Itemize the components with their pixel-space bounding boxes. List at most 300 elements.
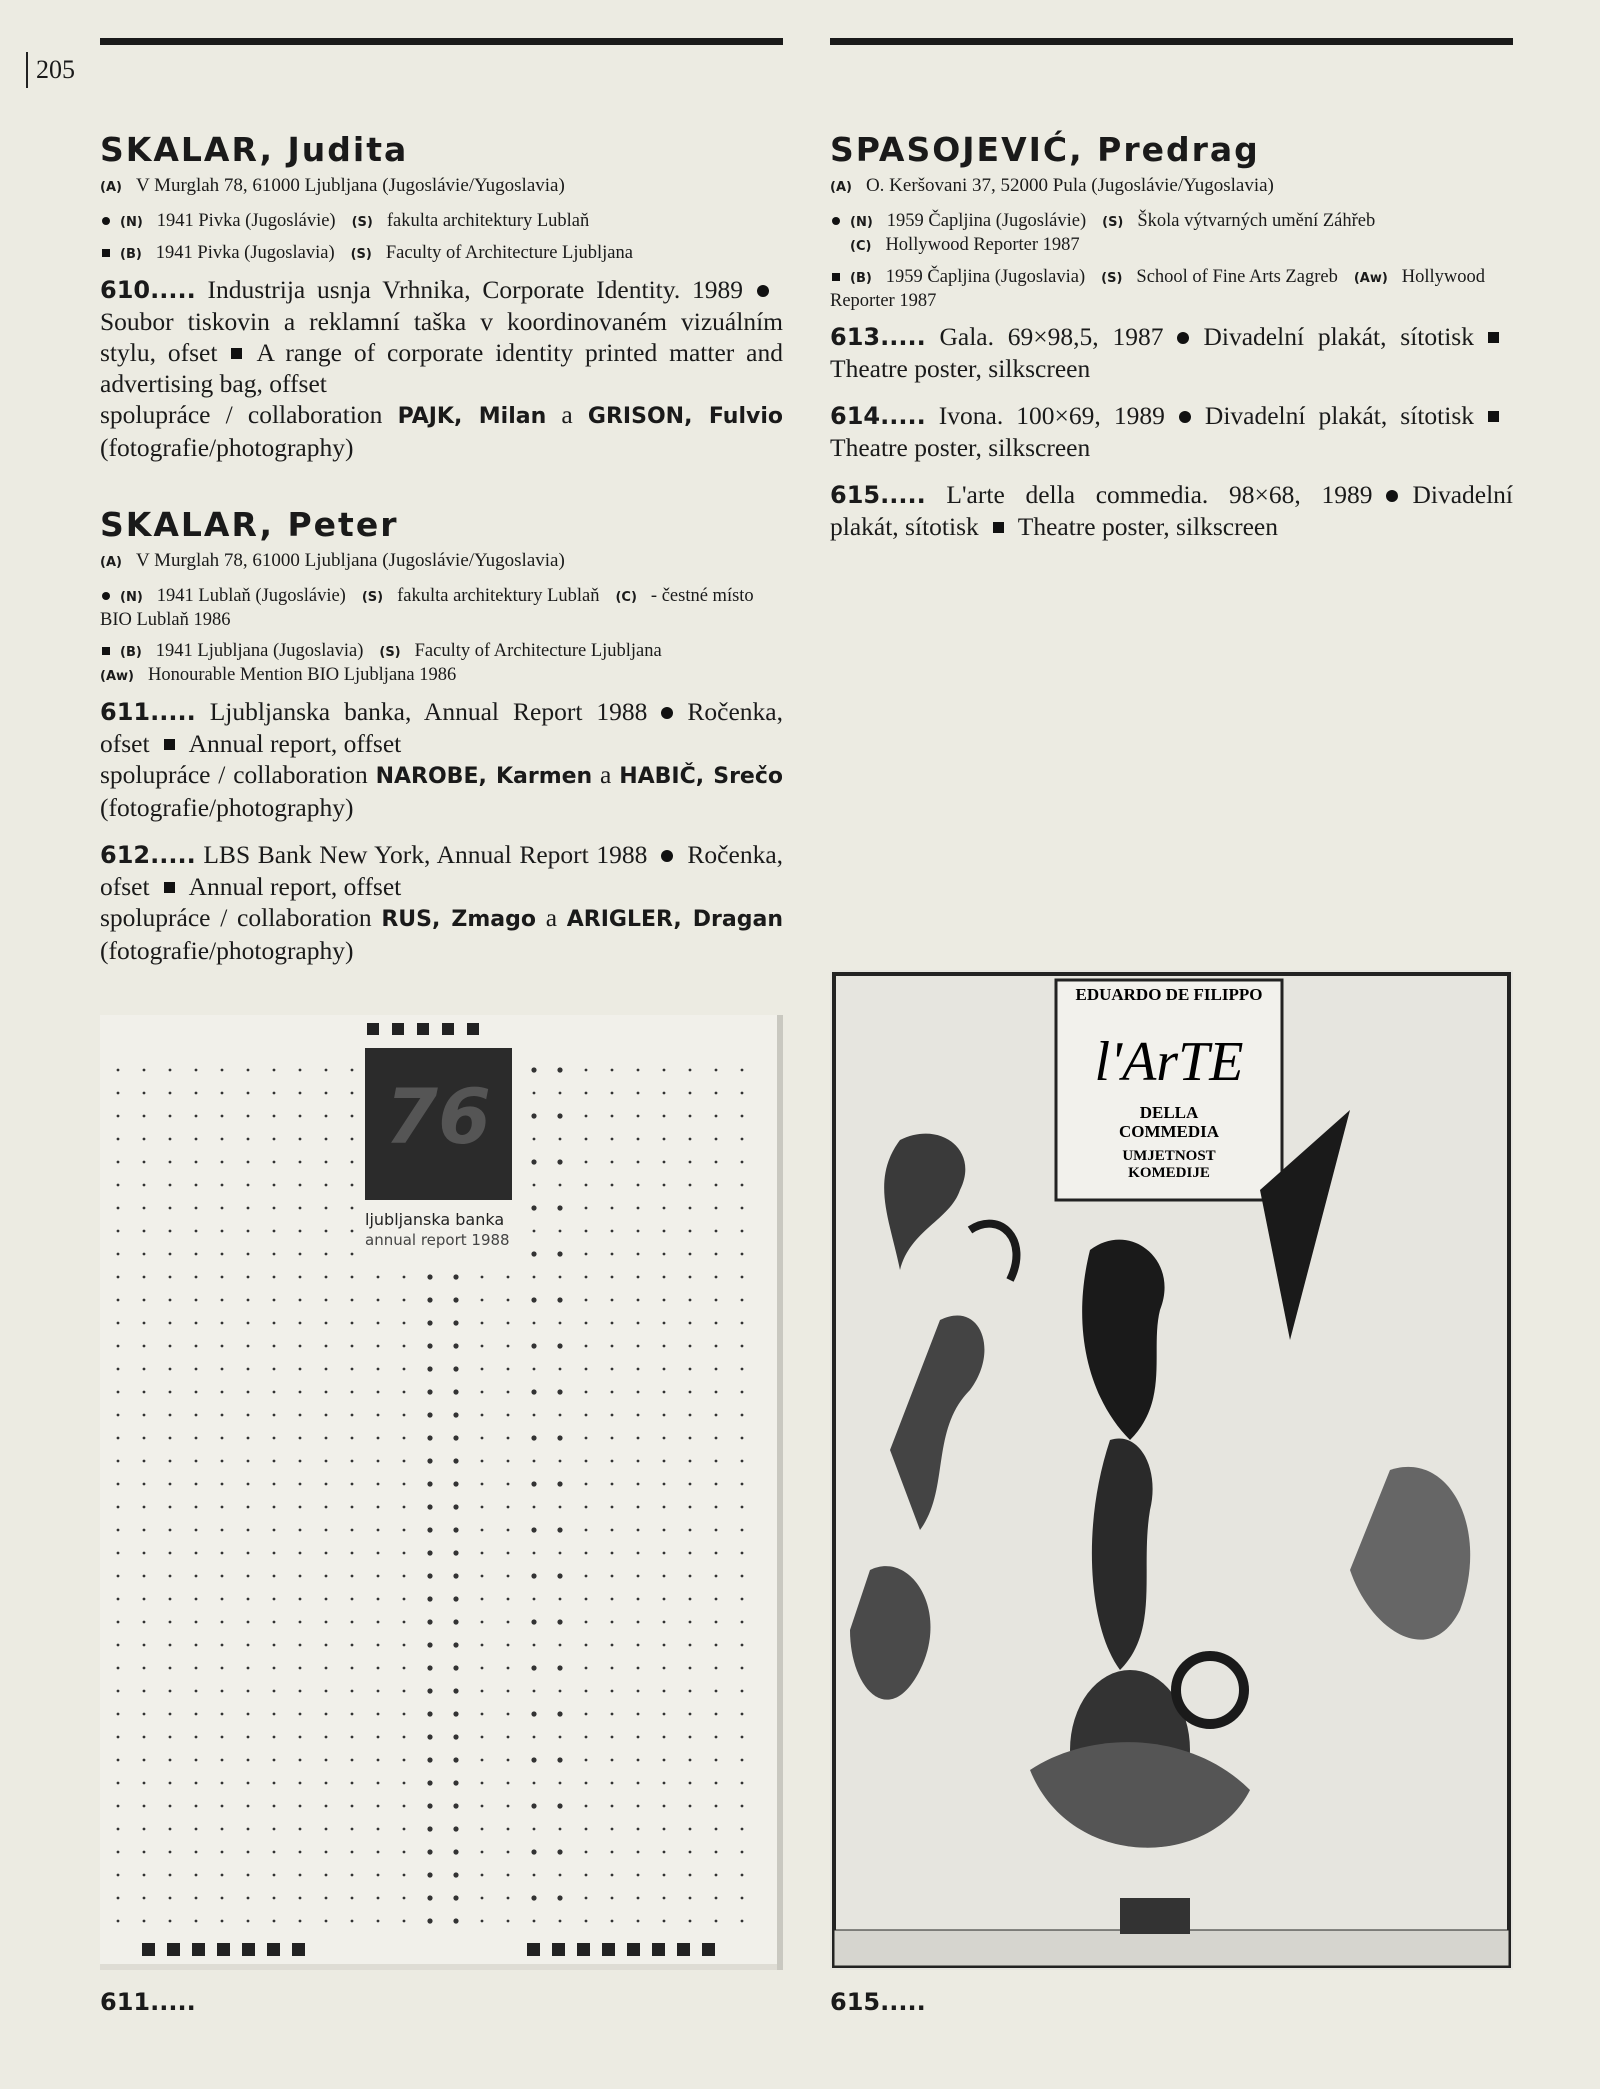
grid-dot: [663, 1782, 666, 1785]
grid-dot: [351, 1759, 354, 1762]
grid-dot: [299, 1138, 302, 1141]
grid-dot: [689, 1851, 692, 1854]
grid-dot: [533, 1092, 536, 1095]
grid-dot: [221, 1161, 224, 1164]
grid-dot: [273, 1690, 276, 1693]
grid-dot: [143, 1920, 146, 1923]
grid-dot: [481, 1598, 484, 1601]
grid-dot: [715, 1552, 718, 1555]
grid-dot: [453, 1389, 458, 1394]
grid-dot: [117, 1483, 120, 1486]
grid-dot: [689, 1299, 692, 1302]
grid-dot: [169, 1920, 172, 1923]
grid-dot: [453, 1895, 458, 1900]
grid-dot: [299, 1368, 302, 1371]
grid-dot: [221, 1207, 224, 1210]
bullet-icon: [757, 285, 769, 297]
grid-dot: [689, 1736, 692, 1739]
grid-dot: [663, 1184, 666, 1187]
grid-dot: [611, 1782, 614, 1785]
bullet-icon: [1177, 332, 1189, 344]
grid-dot: [453, 1872, 458, 1877]
grid-dot: [689, 1276, 692, 1279]
catalog-entry-612: 612..... LBS Bank New York, Annual Report 1988 Ročenka, ofset Annual report, offset spolupráce / collaboration RUS, Zmago a ARIGLER, Dragan (fotografie/photography): [100, 840, 784, 965]
grid-dot: [299, 1644, 302, 1647]
grid-dot: [663, 1207, 666, 1210]
grid-dot: [741, 1506, 744, 1509]
grid-dot: [663, 1138, 666, 1141]
grid-dot: [143, 1713, 146, 1716]
grid-dot: [169, 1598, 172, 1601]
grid-dot: [507, 1805, 510, 1808]
grid-dot: [453, 1320, 458, 1325]
grid-dot: [689, 1644, 692, 1647]
grid-dot: [117, 1161, 120, 1164]
bio-english: (B) 1941 Pivka (Jugoslavia) (S) Faculty of Architecture Ljubljana: [100, 242, 783, 266]
grid-dot: [637, 1161, 640, 1164]
grid-dot: [427, 1642, 432, 1647]
grid-dot: [351, 1345, 354, 1348]
grid-dot: [585, 1874, 588, 1877]
grid-dot: [299, 1690, 302, 1693]
grid-dot: [507, 1713, 510, 1716]
grid-dot: [427, 1297, 432, 1302]
grid-dot: [637, 1437, 640, 1440]
grid-dot: [531, 1481, 536, 1486]
grid-dot: [611, 1644, 614, 1647]
grid-dot: [195, 1736, 198, 1739]
poster-title: l'ArTE: [1094, 1031, 1244, 1093]
grid-dot: [507, 1897, 510, 1900]
grid-dot: [351, 1184, 354, 1187]
grid-dot: [247, 1644, 250, 1647]
grid-dot: [663, 1621, 666, 1624]
bio-english: (B) 1941 Ljubljana (Jugoslavia) (S) Faculty of Architecture Ljubljana(Aw) Honourable Mention BIO Ljubljana 1986: [100, 641, 662, 685]
grid-dot: [663, 1391, 666, 1394]
grid-dot: [143, 1598, 146, 1601]
grid-dot: [325, 1782, 328, 1785]
grid-dot: [247, 1437, 250, 1440]
grid-dot: [557, 1435, 562, 1440]
grid-dot: [611, 1138, 614, 1141]
grid-dot: [453, 1343, 458, 1348]
catalog-entry-614: 614..... Ivona. 100×69, 1989 Divadelní plakát, sítotiskTheatre poster, silkscreen: [830, 400, 1513, 463]
grid-dot: [273, 1828, 276, 1831]
grid-dot: [325, 1483, 328, 1486]
grid-dot: [611, 1391, 614, 1394]
grid-dot: [715, 1736, 718, 1739]
grid-dot: [427, 1688, 432, 1693]
grid-dot: [557, 1067, 562, 1072]
grid-dot: [427, 1918, 432, 1923]
grid-dot: [273, 1506, 276, 1509]
grid-dot: [273, 1184, 276, 1187]
grid-dot: [247, 1069, 250, 1072]
grid-dot: [143, 1299, 146, 1302]
grid-dot: [533, 1138, 536, 1141]
grid-dot: [689, 1483, 692, 1486]
grid-dot: [195, 1851, 198, 1854]
grid-dot: [559, 1230, 562, 1233]
grid-dot: [507, 1690, 510, 1693]
grid-dot: [117, 1782, 120, 1785]
grid-dot: [585, 1460, 588, 1463]
grid-dot: [741, 1230, 744, 1233]
grid-dot: [637, 1391, 640, 1394]
grid-dot: [741, 1207, 744, 1210]
grid-dot: [481, 1391, 484, 1394]
grid-dot: [169, 1736, 172, 1739]
grid-dot: [663, 1805, 666, 1808]
grid-dot: [557, 1619, 562, 1624]
grid-dot: [169, 1069, 172, 1072]
grid-dot: [427, 1550, 432, 1555]
grid-dot: [169, 1805, 172, 1808]
grid-dot: [221, 1759, 224, 1762]
annual-report-cover: [100, 1015, 783, 1970]
grid-dot: [403, 1506, 406, 1509]
grid-dot: [351, 1713, 354, 1716]
grid-dot: [611, 1598, 614, 1601]
grid-dot: [585, 1161, 588, 1164]
grid-dot: [299, 1713, 302, 1716]
grid-dot: [557, 1389, 562, 1394]
grid-dot: [689, 1828, 692, 1831]
grid-dot: [559, 1368, 562, 1371]
grid-dot: [507, 1414, 510, 1417]
grid-dot: [169, 1460, 172, 1463]
grid-dot: [507, 1920, 510, 1923]
address: (A) O. Keršovani 37, 52000 Pula (Jugoslávie/Yugoslavia): [830, 175, 1274, 196]
grid-dot: [325, 1828, 328, 1831]
grid-dot: [247, 1276, 250, 1279]
grid-dot: [325, 1161, 328, 1164]
grid-dot: [403, 1460, 406, 1463]
grid-dot: [169, 1207, 172, 1210]
grid-dot: [715, 1851, 718, 1854]
grid-dot: [427, 1757, 432, 1762]
grid-dot: [453, 1803, 458, 1808]
grid-dot: [663, 1161, 666, 1164]
grid-dot: [481, 1667, 484, 1670]
grid-dot: [663, 1529, 666, 1532]
grid-dot: [143, 1690, 146, 1693]
grid-dot: [533, 1414, 536, 1417]
grid-dot: [169, 1644, 172, 1647]
grid-dot: [611, 1805, 614, 1808]
grid-dot: [247, 1552, 250, 1555]
grid-dot: [637, 1368, 640, 1371]
grid-dot: [195, 1805, 198, 1808]
grid-dot: [299, 1621, 302, 1624]
grid-dot: [377, 1690, 380, 1693]
grid-dot: [533, 1552, 536, 1555]
grid-dot: [741, 1414, 744, 1417]
grid-dot: [247, 1897, 250, 1900]
grid-dot: [637, 1138, 640, 1141]
grid-dot: [325, 1115, 328, 1118]
grid-dot: [741, 1736, 744, 1739]
grid-dot: [741, 1667, 744, 1670]
grid-dot: [611, 1759, 614, 1762]
grid-dot: [585, 1920, 588, 1923]
grid-dot: [247, 1667, 250, 1670]
grid-dot: [611, 1069, 614, 1072]
grid-dot: [585, 1506, 588, 1509]
grid-dot: [741, 1897, 744, 1900]
grid-dot: [117, 1874, 120, 1877]
grid-dot: [221, 1920, 224, 1923]
grid-dot: [427, 1872, 432, 1877]
grid-dot: [325, 1644, 328, 1647]
grid-dot: [533, 1920, 536, 1923]
grid-dot: [663, 1759, 666, 1762]
grid-dot: [715, 1115, 718, 1118]
grid-dot: [585, 1690, 588, 1693]
grid-dot: [507, 1506, 510, 1509]
grid-dot: [299, 1345, 302, 1348]
caption-615: 615.....: [830, 1988, 926, 2016]
grid-dot: [247, 1207, 250, 1210]
grid-dot: [715, 1759, 718, 1762]
grid-dot: [377, 1667, 380, 1670]
grid-dot: [247, 1299, 250, 1302]
grid-dot: [273, 1460, 276, 1463]
grid-dot: [427, 1619, 432, 1624]
grid-dot: [377, 1414, 380, 1417]
grid-dot: [427, 1504, 432, 1509]
grid-dot: [689, 1897, 692, 1900]
grid-dot: [169, 1345, 172, 1348]
grid-dot: [507, 1667, 510, 1670]
grid-dot: [559, 1598, 562, 1601]
catalog-entry-615: 615..... L'arte della commedia. 98×68, 1989 Divadelní plakát, sítotisk Theatre poster, silkscreen: [830, 480, 1514, 541]
grid-dot: [377, 1920, 380, 1923]
grid-dot: [273, 1782, 276, 1785]
grid-dot: [247, 1230, 250, 1233]
grid-dot: [221, 1230, 224, 1233]
grid-dot: [169, 1161, 172, 1164]
grid-dot: [299, 1092, 302, 1095]
grid-dot: [325, 1874, 328, 1877]
grid-dot: [299, 1414, 302, 1417]
grid-dot: [611, 1828, 614, 1831]
grid-dot: [741, 1368, 744, 1371]
grid-dot: [221, 1115, 224, 1118]
grid-dot: [403, 1874, 406, 1877]
grid-dot: [507, 1322, 510, 1325]
grid-dot: [299, 1897, 302, 1900]
grid-dot: [611, 1184, 614, 1187]
grid-dot: [195, 1552, 198, 1555]
grid-dot: [403, 1621, 406, 1624]
grid-dot: [273, 1322, 276, 1325]
grid-dot: [377, 1345, 380, 1348]
grid-dot: [741, 1092, 744, 1095]
grid-dot: [453, 1596, 458, 1601]
grid-dot: [195, 1115, 198, 1118]
grid-dot: [299, 1667, 302, 1670]
grid-dot: [427, 1895, 432, 1900]
grid-dot: [557, 1527, 562, 1532]
grid-dot: [507, 1345, 510, 1348]
grid-dot: [299, 1115, 302, 1118]
grid-dot: [481, 1575, 484, 1578]
grid-dot: [507, 1368, 510, 1371]
grid-dot: [611, 1345, 614, 1348]
grid-dot: [715, 1713, 718, 1716]
grid-dot: [117, 1460, 120, 1463]
grid-dot: [117, 1368, 120, 1371]
grid-dot: [351, 1667, 354, 1670]
grid-dot: [351, 1828, 354, 1831]
grid-dot: [481, 1782, 484, 1785]
grid-dot: [427, 1527, 432, 1532]
grid-dot: [453, 1297, 458, 1302]
grid-dot: [247, 1690, 250, 1693]
grid-dot: [195, 1092, 198, 1095]
grid-dot: [481, 1621, 484, 1624]
grid-dot: [377, 1483, 380, 1486]
grid-dot: [325, 1299, 328, 1302]
grid-dot: [403, 1437, 406, 1440]
grid-dot: [585, 1230, 588, 1233]
grid-dot: [377, 1276, 380, 1279]
poster-title-line-2: DELLA: [1139, 1103, 1199, 1122]
grid-dot: [715, 1529, 718, 1532]
grid-dot: [585, 1552, 588, 1555]
catalog-entry-610: 610..... Industrija usnja Vrhnika, Corporate Identity. 1989Soubor tiskovin a reklamní taška v koordinovaném vizuálním stylu, ofset A range of corporate identity printed matter and advertising bag, offset spolupráce / collaboration PAJK, Milan a GRISON, Fulvio (fotografie/photography): [100, 275, 784, 462]
grid-dot: [169, 1414, 172, 1417]
grid-dot: [507, 1874, 510, 1877]
grid-dot: [247, 1161, 250, 1164]
grid-dot: [741, 1759, 744, 1762]
grid-dot: [453, 1504, 458, 1509]
grid-dot: [715, 1667, 718, 1670]
grid-dot: [221, 1253, 224, 1256]
grid-dot: [663, 1644, 666, 1647]
grid-dot: [117, 1805, 120, 1808]
grid-dot: [507, 1552, 510, 1555]
grid-dot: [741, 1345, 744, 1348]
grid-dot: [453, 1573, 458, 1578]
grid-dot: [427, 1412, 432, 1417]
grid-dot: [247, 1828, 250, 1831]
grid-dot: [351, 1253, 354, 1256]
grid-dot: [117, 1345, 120, 1348]
grid-dot: [325, 1575, 328, 1578]
grid-dot: [143, 1851, 146, 1854]
grid-dot: [325, 1736, 328, 1739]
grid-dot: [377, 1897, 380, 1900]
grid-dot: [299, 1782, 302, 1785]
designer-name: SPASOJEVIĆ, Predrag: [830, 130, 1260, 169]
grid-dot: [273, 1851, 276, 1854]
grid-dot: [585, 1667, 588, 1670]
grid-dot: [531, 1711, 536, 1716]
grid-dot: [637, 1598, 640, 1601]
grid-dot: [741, 1805, 744, 1808]
grid-dot: [585, 1138, 588, 1141]
grid-dot: [531, 1573, 536, 1578]
bullet-icon: [1386, 490, 1398, 502]
grid-dot: [585, 1713, 588, 1716]
grid-dot: [117, 1092, 120, 1095]
grid-dot: [585, 1322, 588, 1325]
grid-dot: [715, 1644, 718, 1647]
grid-dot: [533, 1230, 536, 1233]
grid-dot: [195, 1161, 198, 1164]
grid-dot: [299, 1276, 302, 1279]
grid-dot: [221, 1368, 224, 1371]
grid-dot: [741, 1437, 744, 1440]
grid-dot: [117, 1667, 120, 1670]
grid-dot: [143, 1529, 146, 1532]
grid-dot: [453, 1642, 458, 1647]
grid-dot: [533, 1276, 536, 1279]
grid-dot: [117, 1115, 120, 1118]
grid-dot: [221, 1391, 224, 1394]
grid-dot: [715, 1828, 718, 1831]
grid-dot: [221, 1621, 224, 1624]
grid-dot: [299, 1805, 302, 1808]
designer-name: SKALAR, Judita: [100, 130, 409, 169]
grid-dot: [585, 1092, 588, 1095]
page-number: 205: [26, 52, 75, 88]
grid-dot: [637, 1207, 640, 1210]
grid-dot: [221, 1598, 224, 1601]
grid-dot: [247, 1851, 250, 1854]
grid-dot: [325, 1897, 328, 1900]
grid-dot: [559, 1644, 562, 1647]
grid-dot: [247, 1782, 250, 1785]
grid-dot: [351, 1115, 354, 1118]
grid-dot: [221, 1138, 224, 1141]
grid-dot: [377, 1828, 380, 1831]
grid-dot: [585, 1345, 588, 1348]
grid-dot: [453, 1734, 458, 1739]
grid-dot: [273, 1713, 276, 1716]
grid-dot: [507, 1851, 510, 1854]
grid-dot: [663, 1920, 666, 1923]
grid-dot: [221, 1483, 224, 1486]
grid-dot: [169, 1092, 172, 1095]
grid-dot: [273, 1368, 276, 1371]
grid-dot: [403, 1322, 406, 1325]
catalog-entry-611: 611..... Ljubljanska banka, Annual Report 1988 Ročenka, ofset Annual report, offset spolupráce / collaboration NAROBE, Karmen a HABIČ, Srečo (fotografie/photography): [100, 697, 784, 822]
grid-dot: [273, 1805, 276, 1808]
grid-dot: [453, 1826, 458, 1831]
grid-dot: [453, 1458, 458, 1463]
grid-dot: [403, 1667, 406, 1670]
poster-title-line-5: KOMEDIJE: [1128, 1165, 1210, 1181]
grid-dot: [689, 1874, 692, 1877]
grid-dot: [325, 1690, 328, 1693]
grid-dot: [221, 1644, 224, 1647]
grid-dot: [403, 1851, 406, 1854]
grid-dot: [351, 1552, 354, 1555]
grid-dot: [585, 1621, 588, 1624]
grid-dot: [637, 1529, 640, 1532]
grid-dot: [377, 1713, 380, 1716]
grid-dot: [247, 1138, 250, 1141]
grid-dot: [117, 1920, 120, 1923]
grid-dot: [741, 1828, 744, 1831]
grid-dot: [585, 1805, 588, 1808]
grid-dot: [557, 1343, 562, 1348]
grid-dot: [481, 1483, 484, 1486]
grid-dot: [351, 1414, 354, 1417]
